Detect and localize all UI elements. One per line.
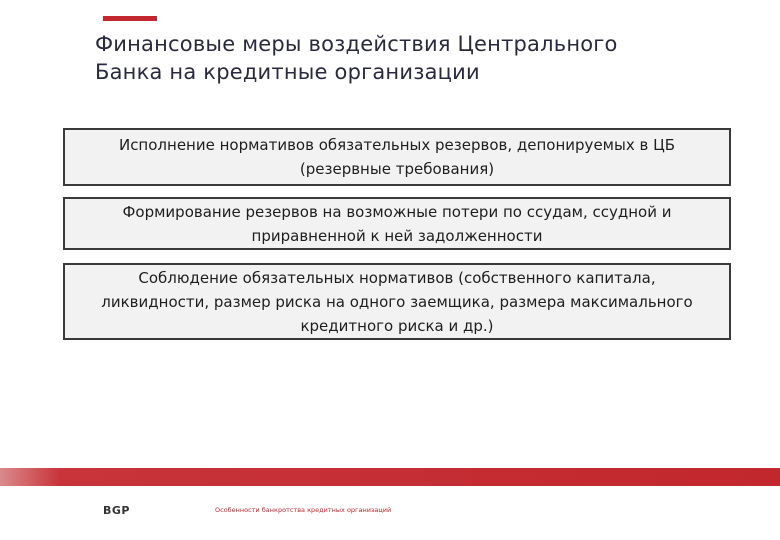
slide-title [95,30,735,86]
measure-box-text: Соблюдение обязательных нормативов (собственного капитала, [138,268,656,287]
accent-bar [103,16,157,21]
bgp-logo [103,505,143,517]
measure-box-text: Формирование резервов на возможные потери по ссудам, ссудной и [122,202,672,221]
measure-box-text: (резервные требования) [299,160,495,178]
measure-box-text: приравненной к ней задолженности [251,226,543,245]
measure-box-text: Исполнение нормативов обязательных резервов, депонируемых в ЦБ [118,136,676,154]
slide-title-line-1: Финансовые меры воздействия Центрального [95,32,618,56]
footer-band [0,468,780,486]
measure-box-text: кредитного риска и др.) [300,316,494,335]
measure-box-loan-loss-provisions [63,197,731,250]
logo-text: BGP [103,504,130,517]
footer-caption: Особенности банкротства кредитных организаций [215,506,392,514]
measure-box-text: ликвидности, размер риска на одного заемщика, размера максимального [101,292,693,311]
slide-title-line-2: Банка на кредитные организации [95,60,480,84]
measure-box-reserve-requirements [63,128,731,186]
measure-box-mandatory-ratios [63,263,731,340]
